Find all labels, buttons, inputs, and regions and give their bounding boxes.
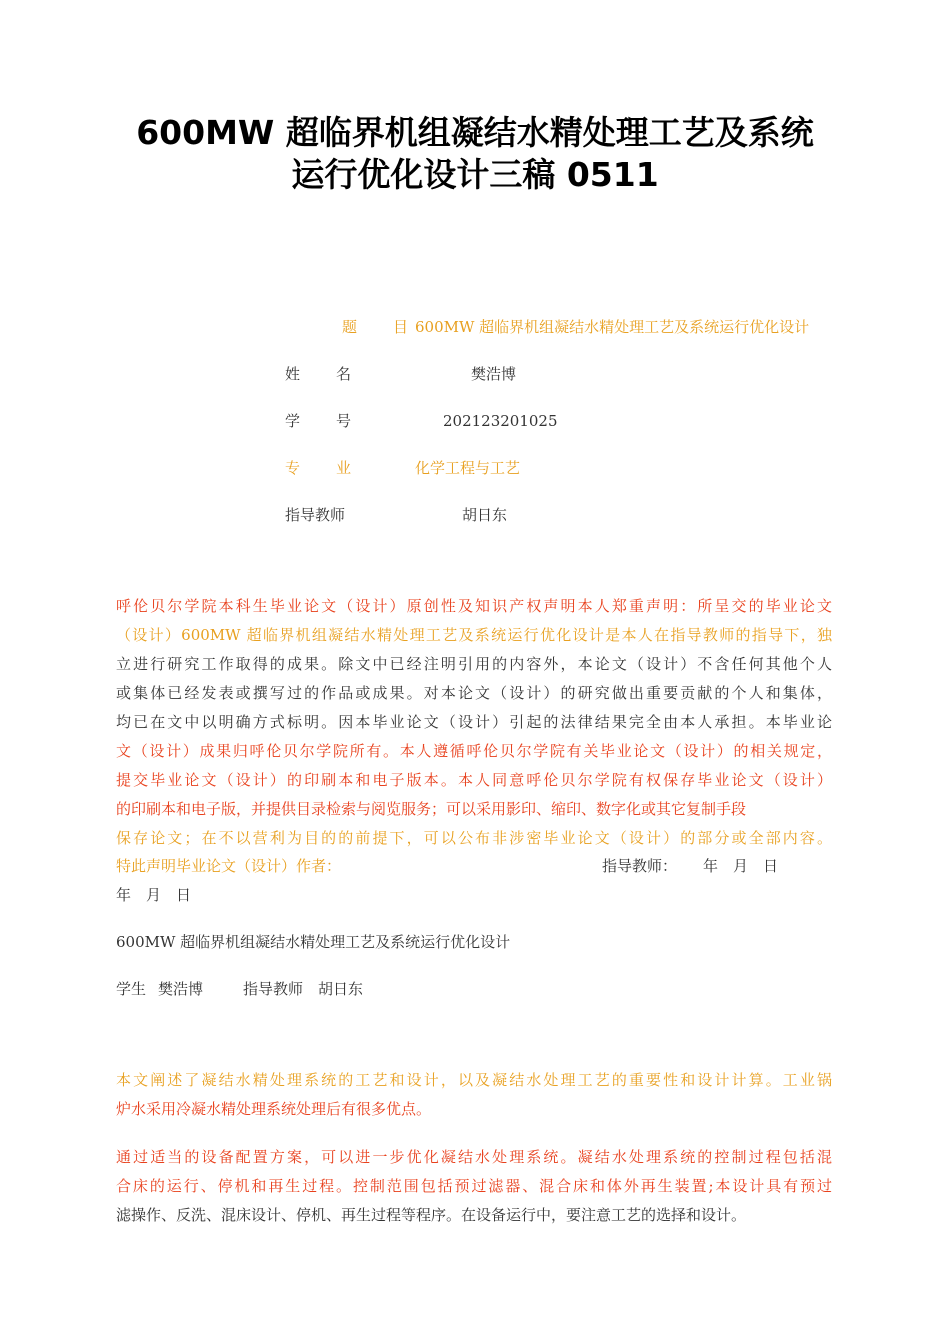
major-label-b: 业	[336, 459, 352, 477]
thesis-subtitle: 600MW 超临界机组凝结水精处理工艺及系统运行优化设计	[116, 933, 511, 951]
name-label-a: 姓	[285, 365, 301, 383]
sign-advisor: 指导教师：	[602, 857, 678, 875]
declaration-line: 立进行研究工作取得的成果。除文中已经注明引用的内容外，本论文（设计）不含任何其他个人	[116, 655, 832, 673]
major-value: 化学工程与工艺	[415, 459, 521, 477]
id-label-a: 学	[285, 412, 301, 430]
declaration-line: （设计）600MW 超临界机组凝结水精处理工艺及系统运行优化设计是本人在指导教师的指导下，独	[116, 626, 832, 644]
abstract-line: 滤操作、反洗、混床设计、停机、再生过程等程序。在设备运行中，要注意工艺的选择和设计。	[116, 1206, 747, 1224]
declaration-line: 提交毕业论文（设计）的印刷本和电子版本。本人同意呼伦贝尔学院有权保存毕业论文（设计）	[116, 771, 832, 789]
id-value: 202123201025	[443, 412, 558, 430]
declaration-line	[116, 795, 832, 824]
abstract-line: 本文阐述了凝结水精处理系统的工艺和设计，以及凝结水处理工艺的重要性和设计计算。工业锅	[116, 1071, 832, 1089]
advisor-value: 胡日东	[462, 506, 508, 524]
advisor-name-2: 胡日东	[318, 980, 364, 998]
major-label-a: 专	[285, 459, 301, 477]
abstract-line: 合床的运行、停机和再生过程。控制范围包括预过滤器、混合床和体外再生装置;本设计具有预过	[116, 1177, 832, 1195]
title-line-2: 运行优化设计三稿 0511	[291, 155, 659, 194]
declaration-line: 呼伦贝尔学院本科生毕业论文（设计）原创性及知识产权声明本人郑重声明：所呈交的毕业论文	[116, 597, 832, 615]
sign-author: 特此声明毕业论文（设计）作者：	[116, 857, 342, 875]
id-label-b: 号	[336, 412, 352, 430]
name-label-b: 名	[336, 365, 352, 383]
topic-label-b: 目	[393, 318, 409, 336]
topic-label-a: 题	[342, 318, 358, 336]
sign-date-2: 年 月 日	[116, 886, 192, 904]
abstract-line: 通过适当的设备配置方案，可以进一步优化凝结水处理系统。凝结水处理系统的控制过程包括混	[116, 1148, 832, 1166]
declaration-line: 保存论文；在不以营利为目的的前提下，可以公布非涉密毕业论文（设计）的部分或全部内容。	[116, 829, 832, 847]
abstract-paragraph-1	[116, 1066, 832, 1124]
advisor-label: 指导教师	[285, 506, 346, 524]
abstract-paragraph-2	[116, 1143, 832, 1230]
student-name: 樊浩博	[158, 980, 204, 998]
declaration-paragraph	[116, 592, 832, 853]
declaration-line-text: 的印刷本和电子版，并提供目录检索与阅览服务；可以采用影印、缩印、数字化或其它复制手段	[116, 800, 747, 818]
document-title	[0, 112, 950, 196]
declaration-line: 均已在文中以明确方式标明。因本毕业论文（设计）引起的法律结果完全由本人承担。本毕业论	[116, 713, 832, 731]
declaration-line: 文（设计）成果归呼伦贝尔学院所有。本人遵循呼伦贝尔学院有关毕业论文（设计）的相关规定，	[116, 742, 832, 760]
name-value: 樊浩博	[471, 365, 517, 383]
abstract-line: 炉水采用冷凝水精处理系统处理后有很多优点。	[116, 1100, 432, 1118]
title-line-1: 600MW 超临界机组凝结水精处理工艺及系统	[136, 113, 814, 152]
student-label: 学生	[116, 980, 147, 998]
topic-value: 600MW 超临界机组凝结水精处理工艺及系统运行优化设计	[415, 318, 810, 336]
declaration-line: 或集体已经发表或撰写过的作品或成果。对本论文（设计）的研究做出重要贡献的个人和集体，	[116, 684, 832, 702]
advisor-label-2: 指导教师	[243, 980, 304, 998]
sign-date: 年 月 日	[703, 857, 779, 875]
